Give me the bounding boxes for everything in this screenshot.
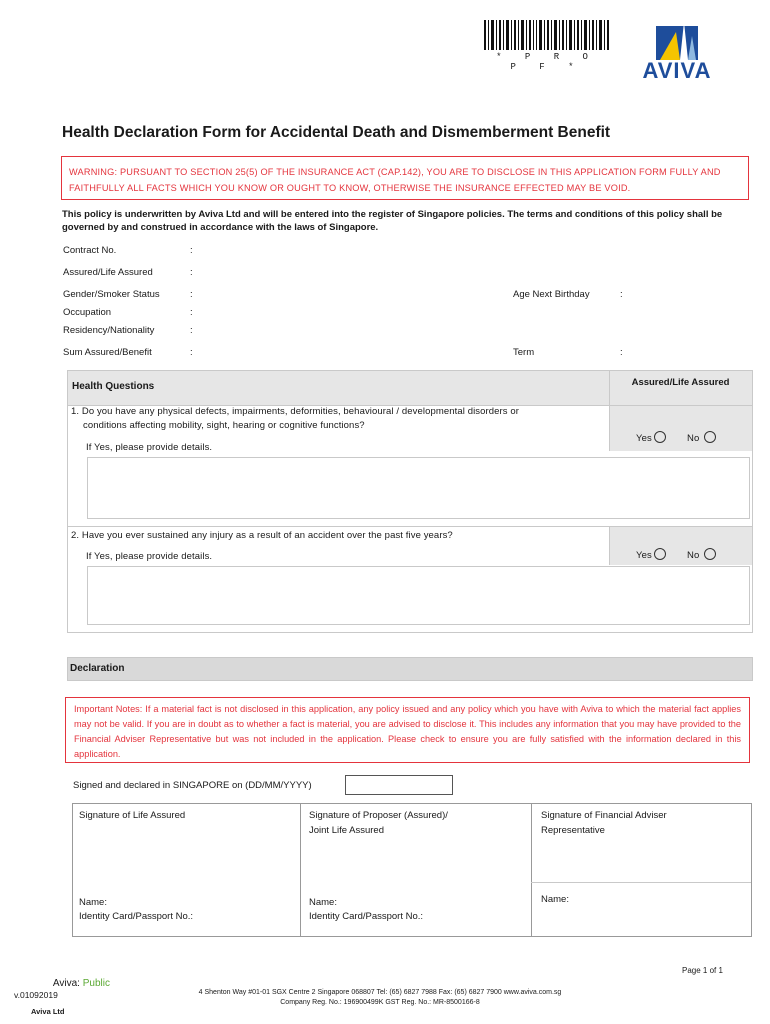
q1-details-input[interactable] bbox=[87, 457, 750, 519]
colon: : bbox=[190, 267, 193, 278]
no-label: No bbox=[687, 550, 700, 561]
term-label: Term bbox=[513, 347, 535, 358]
aviva-logo-icon bbox=[656, 22, 698, 60]
declaration-title: Declaration bbox=[70, 663, 125, 674]
colon: : bbox=[190, 289, 193, 300]
barcode bbox=[484, 20, 609, 50]
divider bbox=[531, 804, 532, 936]
colon: : bbox=[190, 325, 193, 336]
proposer-name-label: Name: bbox=[309, 897, 337, 908]
signature-life-assured-label: Signature of Life Assured bbox=[79, 810, 186, 821]
aviva-logo-text: AVIVA bbox=[642, 58, 712, 83]
version-label: v.01092019 bbox=[14, 990, 58, 1000]
address-line-2: Company Reg. No.: 196900499K GST Reg. No.: MR-8500166-8 bbox=[280, 999, 480, 1006]
gender-smoker-label: Gender/Smoker Status bbox=[63, 289, 160, 300]
adviser-name-label: Name: bbox=[541, 894, 569, 905]
important-notes-box: Important Notes: If a material fact is not disclosed in this application, any policy issued and any policy which you have with Aviva to which the material fact applies may not be valid. If you are in doubt as to whether a fact is material, you are advised to disclose it. This includes any information that you may have provided to the Financial Adviser Representative but was not included in the application. Please check to ensure you are fully satisfied with the information declared in this application. bbox=[65, 697, 750, 763]
colon: : bbox=[190, 307, 193, 318]
q2-details-input[interactable] bbox=[87, 566, 750, 625]
q1-yes-radio[interactable] bbox=[654, 431, 666, 443]
divider bbox=[300, 804, 301, 936]
page-number: Page 1 of 1 bbox=[682, 966, 723, 975]
yes-label: Yes bbox=[636, 433, 652, 444]
yes-label: Yes bbox=[636, 550, 652, 561]
health-questions-title: Health Questions bbox=[72, 381, 155, 392]
q2-yes-radio[interactable] bbox=[654, 548, 666, 560]
q1-no-option[interactable] bbox=[687, 431, 716, 444]
life-assured-name-label: Name: bbox=[79, 897, 107, 908]
q1-yes-option[interactable] bbox=[636, 431, 666, 444]
declaration-header bbox=[67, 657, 753, 681]
occupation-label: Occupation bbox=[63, 307, 112, 318]
classification bbox=[50, 978, 110, 989]
address-line-1: 4 Shenton Way #01-01 SGX Centre 2 Singapore 068807 Tel: (65) 6827 7988 Fax: (65) 6827 7900 www.aviva.com.sg bbox=[198, 989, 562, 996]
q1-answer-cell bbox=[609, 406, 752, 451]
q2-yes-option[interactable] bbox=[636, 548, 666, 561]
signature-proposer-label-2: Joint Life Assured bbox=[309, 825, 384, 836]
q1-no-radio[interactable] bbox=[704, 431, 716, 443]
barcode-text: * P R O P F * bbox=[496, 52, 597, 72]
company-name: Aviva Ltd bbox=[31, 1007, 65, 1016]
company-address bbox=[170, 988, 590, 1008]
question-1-line1: 1. Do you have any physical defects, impairments, deformities, behavioural / developmental disorders or bbox=[71, 406, 520, 417]
q2-answer-cell bbox=[609, 527, 752, 565]
colon: : bbox=[620, 289, 623, 300]
classification-label: Aviva: bbox=[52, 978, 83, 989]
policy-note: This policy is underwritten by Aviva Ltd and will be entered into the register of Singapore policies. The terms and conditions of this policy shall be governed by and construed in accordance with the laws of Singapore. bbox=[62, 209, 723, 233]
warning-box: WARNING: PURSUANT TO SECTION 25(5) OF THE INSURANCE ACT (CAP.142), YOU ARE TO DISCLOSE IN THIS APPLICATION FORM FULLY AND FAITHFULLY ALL FACTS WHICH YOU KNOW OR OUGHT TO KNOW, OTHERWISE THE INSURANCE EFFECTED MAY BE VOID. bbox=[61, 156, 749, 200]
assured-column-label: Assured/Life Assured bbox=[631, 377, 730, 388]
age-next-birthday-label: Age Next Birthday bbox=[513, 289, 590, 300]
signature-adviser-label-2: Representative bbox=[541, 825, 605, 836]
colon: : bbox=[190, 347, 193, 358]
no-label: No bbox=[687, 433, 700, 444]
sum-assured-label: Sum Assured/Benefit bbox=[63, 347, 152, 358]
signed-date-input[interactable] bbox=[345, 775, 453, 795]
colon: : bbox=[620, 347, 623, 358]
signed-date-label: Signed and declared in SINGAPORE on (DD/MM/YYYY) bbox=[73, 780, 312, 791]
question-2-details-label: If Yes, please provide details. bbox=[86, 551, 213, 562]
residency-label: Residency/Nationality bbox=[63, 325, 155, 336]
page-title: Health Declaration Form for Accidental Death and Dismemberment Benefit bbox=[62, 124, 611, 141]
question-1-line2: conditions affecting mobility, sight, hearing or cognitive functions? bbox=[83, 420, 365, 431]
signature-adviser-label-1: Signature of Financial Adviser bbox=[541, 810, 667, 821]
signature-proposer-label-1: Signature of Proposer (Assured)/ bbox=[309, 810, 448, 821]
proposer-id-label: Identity Card/Passport No.: bbox=[309, 911, 424, 922]
q2-no-option[interactable] bbox=[687, 548, 716, 561]
assured-label: Assured/Life Assured bbox=[63, 267, 153, 278]
q2-no-radio[interactable] bbox=[704, 548, 716, 560]
contract-no-label: Contract No. bbox=[63, 245, 117, 256]
colon: : bbox=[190, 245, 193, 256]
life-assured-id-label: Identity Card/Passport No.: bbox=[79, 911, 194, 922]
classification-value: Public bbox=[82, 978, 110, 989]
divider bbox=[531, 882, 751, 883]
question-2: 2. Have you ever sustained any injury as a result of an accident over the past five years? bbox=[71, 530, 453, 541]
question-1-details-label: If Yes, please provide details. bbox=[86, 442, 213, 453]
